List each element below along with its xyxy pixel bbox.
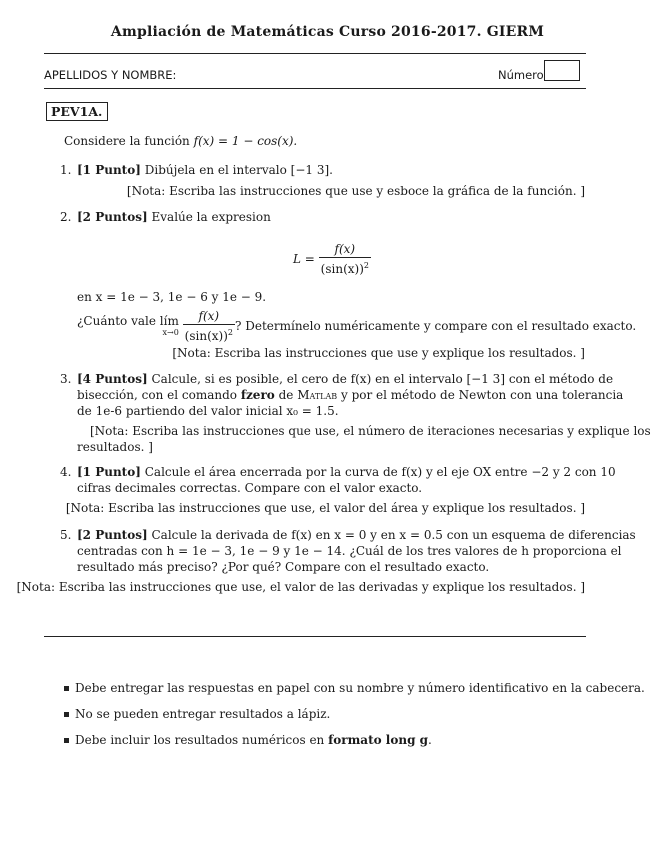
question-3-line-3: de 1e-6 partiendo del valor inicial x₀ = 1.5. — [77, 404, 339, 418]
question-4-number: 4. — [60, 465, 72, 479]
intro-formula: f(x) = 1 − cos(x). — [193, 134, 298, 148]
page-title: Ampliación de Matemáticas Curso 2016-2017. GIERM — [110, 24, 545, 40]
question-5-note: [Nota: Escriba las instrucciones que use, el valor de las derivadas y explique los resultados. ] — [16, 580, 585, 594]
question-2-formula — [293, 242, 371, 277]
limit-operator — [77, 315, 179, 339]
footer-rule — [44, 636, 586, 637]
number-field[interactable] — [544, 60, 580, 81]
question-4-note: [Nota: Escriba las instrucciones que use, el valor del área y explique los resultados. ] — [65, 501, 585, 515]
matlab-name: Matlab — [297, 388, 338, 402]
question-3-note-1: [Nota: Escriba las instrucciones que use, el número de iteraciones necesarias y explique los — [90, 424, 651, 438]
question-2-limit-question — [77, 309, 636, 344]
question-1-points: [1 Punto] — [77, 163, 141, 177]
header-top-rule — [44, 53, 586, 54]
question-2-note: [Nota: Escriba las instrucciones que use y explique los resultados. ] — [172, 346, 585, 360]
instruction-text: Debe incluir los resultados numéricos en — [75, 733, 325, 747]
limit-exponent: 2 — [227, 328, 233, 337]
intro-line — [64, 134, 297, 148]
question-4-line-2: cifras decimales correctas. Compare con el valor exacto. — [77, 481, 423, 495]
limit-fraction — [183, 309, 235, 344]
exam-code: PEV1A. — [46, 102, 108, 121]
question-3-note-2: resultados. ] — [77, 440, 153, 454]
question-4-points: [1 Punto] — [77, 465, 141, 479]
format-long-g: formato long g — [328, 733, 429, 747]
limit-numerator: f(x) — [198, 309, 220, 323]
question-3-text-2c: y por el método de Newton con una tolerancia — [340, 388, 624, 402]
limit-denominator: (sin(x)) — [184, 329, 228, 343]
question-5-points: [2 Puntos] — [77, 528, 148, 542]
fzero-command: fzero — [240, 388, 275, 402]
question-3-line-1 — [77, 372, 614, 386]
question-3-line-2 — [77, 388, 624, 402]
number-label: Número — [498, 68, 544, 82]
formula-denominator: (sin(x)) — [320, 262, 364, 276]
question-3-points: [4 Puntos] — [77, 372, 148, 386]
question-5-line-2: centradas con h = 1e − 3, 1e − 9 y 1e − 14. ¿Cuál de los tres valores de h proporciona el — [77, 544, 622, 558]
formula-lhs: L = — [293, 252, 315, 266]
instruction-item — [64, 733, 432, 747]
question-3-number: 3. — [60, 372, 72, 386]
question-3-text-2a: bisección, con el comando — [77, 388, 237, 402]
limit-pre: ¿Cuánto vale lím — [77, 313, 179, 328]
question-4-text-1: Calcule el área encerrada por la curva de f(x) y el eje OX entre −2 y 2 con 10 — [144, 465, 616, 479]
question-2-text: Evalúe la expresion — [151, 210, 271, 224]
question-5-number: 5. — [60, 528, 72, 542]
instruction-text: Debe entregar las respuestas en papel con su nombre y número identificativo en la cabecera. — [75, 681, 645, 695]
question-2-number: 2. — [60, 210, 72, 224]
names-label: APELLIDOS Y NOMBRE: — [44, 68, 177, 82]
question-1-number: 1. — [60, 163, 72, 177]
question-1-note: [Nota: Escriba las instrucciones que use y esboce la gráfica de la función. ] — [126, 184, 585, 198]
formula-numerator: f(x) — [334, 242, 356, 256]
limit-subscript: x→0 — [162, 327, 179, 337]
bullet-square-icon — [64, 738, 69, 743]
question-2-values: en x = 1e − 3, 1e − 6 y 1e − 9. — [77, 290, 267, 304]
question-2-points: [2 Puntos] — [77, 210, 148, 224]
question-2 — [77, 210, 271, 224]
formula-fraction — [319, 242, 371, 277]
question-5-text-1: Calcule la derivada de f(x) en x = 0 y en x = 0.5 con un esquema de diferencias — [151, 528, 636, 542]
intro-text: Considere la función — [64, 134, 190, 148]
instruction-text: No se pueden entregar resultados a lápiz. — [75, 707, 331, 721]
question-5-line-1 — [77, 528, 636, 542]
question-3-text-2b: de — [278, 388, 294, 402]
question-1 — [77, 163, 333, 177]
instruction-item — [64, 681, 645, 695]
formula-exponent: 2 — [363, 261, 369, 270]
instruction-text-end: . — [428, 733, 432, 747]
instruction-item — [64, 707, 330, 721]
question-4-line-1 — [77, 465, 616, 479]
question-1-text: Dibújela en el intervalo [−1 3]. — [144, 163, 333, 177]
header-bottom-rule — [44, 88, 586, 89]
limit-post: ? Determínelo numéricamente y compare con el resultado exacto. — [234, 319, 637, 333]
bullet-square-icon — [64, 686, 69, 691]
bullet-square-icon — [64, 712, 69, 717]
question-3-text-1: Calcule, si es posible, el cero de f(x) en el intervalo [−1 3] con el método de — [151, 372, 614, 386]
question-5-line-3: resultado más preciso? ¿Por qué? Compare con el resultado exacto. — [77, 560, 490, 574]
